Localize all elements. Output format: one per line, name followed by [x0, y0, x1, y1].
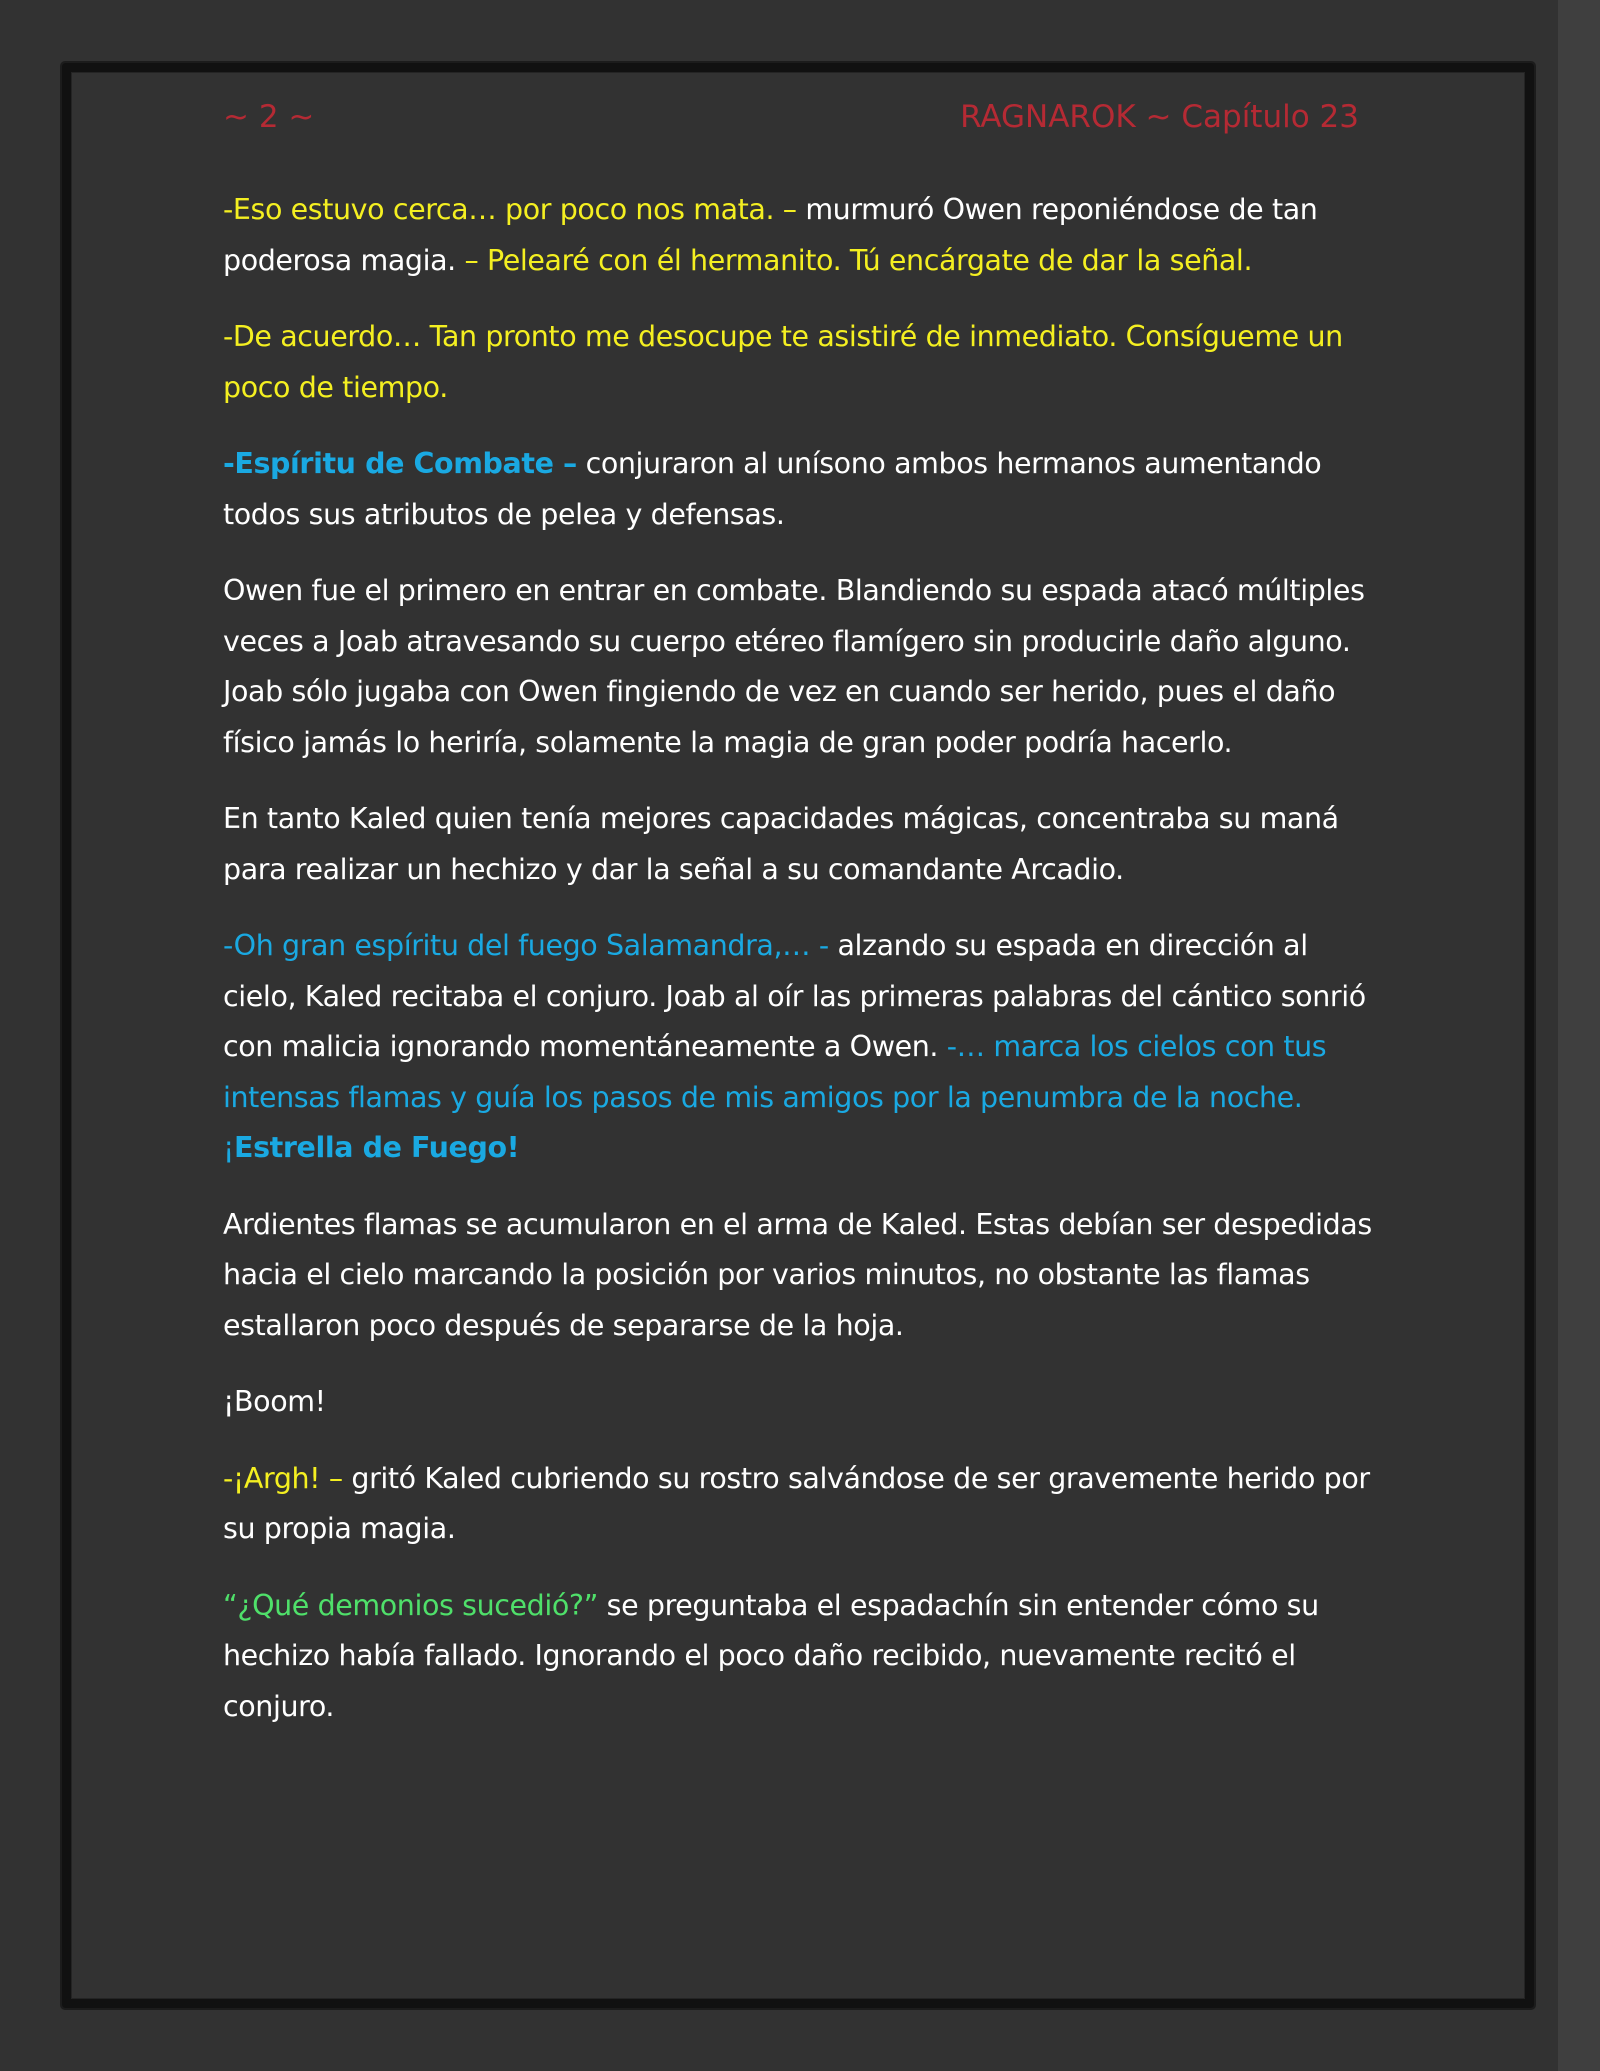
dialogue-kaled: -¡Argh! –	[223, 1461, 343, 1495]
dialogue-kaled: -De acuerdo… Tan pronto me desocupe te asistiré de inmediato. Consígueme un poco de tiempo.	[223, 320, 1343, 404]
narration: Owen fue el primero en entrar en combate. Blandiendo su espada atacó múltiples veces a Joab atravesando su cuerpo etéreo flamígero sin producirle daño alguno. Joab sólo jugaba con Owen fingiendo de vez en cuando ser herido, pues el daño físico jamás lo heriría, solamente la magia de gran poder podría hacerlo.	[223, 574, 1365, 759]
chapter-title: RAGNAROK ~ Capítulo 23	[960, 99, 1359, 135]
sound-effect: ¡Boom!	[223, 1385, 326, 1418]
chapter-text	[223, 185, 1373, 1758]
paragraph-3	[223, 439, 1373, 540]
spell-name: Estrella de Fuego!	[234, 1131, 520, 1164]
dialogue-owen: – Pelearé con él hermanito. Tú encárgate de dar la señal.	[464, 243, 1253, 277]
paragraph-8	[223, 1377, 1373, 1428]
paragraph-7	[223, 1200, 1373, 1352]
narration: Ardientes flamas se acumularon en el arma de Kaled. Estas debían ser despedidas hacia el cielo marcando la posición por varios minutos, no obstante las flamas estallaron poco después de separarse de la hoja.	[223, 1207, 1372, 1342]
paragraph-2	[223, 312, 1373, 413]
spell-incantation: -… marca los cielos con tus intensas flamas y guía los pasos de mis amigos por la penumbra de la noche. ¡	[223, 1030, 1327, 1164]
inner-thought: “¿Qué demonios sucedió?”	[223, 1588, 598, 1622]
page-header	[223, 97, 1359, 137]
paragraph-5	[223, 794, 1373, 895]
narration: se preguntaba el espadachín sin entender cómo su hechizo había fallado. Ignorando el poco daño recibido, nuevamente recitó el conjuro.	[223, 1588, 1319, 1723]
dialogue-owen: -Eso estuvo cerca… por poco nos mata. –	[223, 193, 797, 226]
spell-incantation: -Oh gran espíritu del fuego Salamandra,… -	[223, 929, 829, 962]
page-number: ~ 2 ~	[223, 99, 315, 135]
spell-name: -Espíritu de Combate –	[223, 447, 577, 480]
paragraph-1	[223, 185, 1373, 286]
narration: alzando su espada en dirección al cielo, Kaled recitaba el conjuro. Joab al oír las primeras palabras del cántico sonrió con malicia ignorando momentáneamente a Owen.	[223, 929, 1366, 1063]
paragraph-10	[223, 1581, 1373, 1733]
narration: conjuraron al unísono ambos hermanos aumentando todos sus atributos de pelea y defensas.	[223, 447, 1322, 531]
paragraph-4	[223, 566, 1373, 768]
narration: murmuró Owen reponiéndose de tan poderosa magia.	[223, 193, 1318, 277]
narration: En tanto Kaled quien tenía mejores capacidades mágicas, concentraba su maná para realizar un hechizo y dar la señal a su comandante Arcadio.	[223, 802, 1339, 886]
paragraph-6	[223, 921, 1373, 1174]
paragraph-9	[223, 1454, 1373, 1555]
narration: gritó Kaled cubriendo su rostro salvándose de ser gravemente herido por su propia magia.	[223, 1461, 1370, 1545]
page-margin-strip	[1558, 0, 1600, 2071]
